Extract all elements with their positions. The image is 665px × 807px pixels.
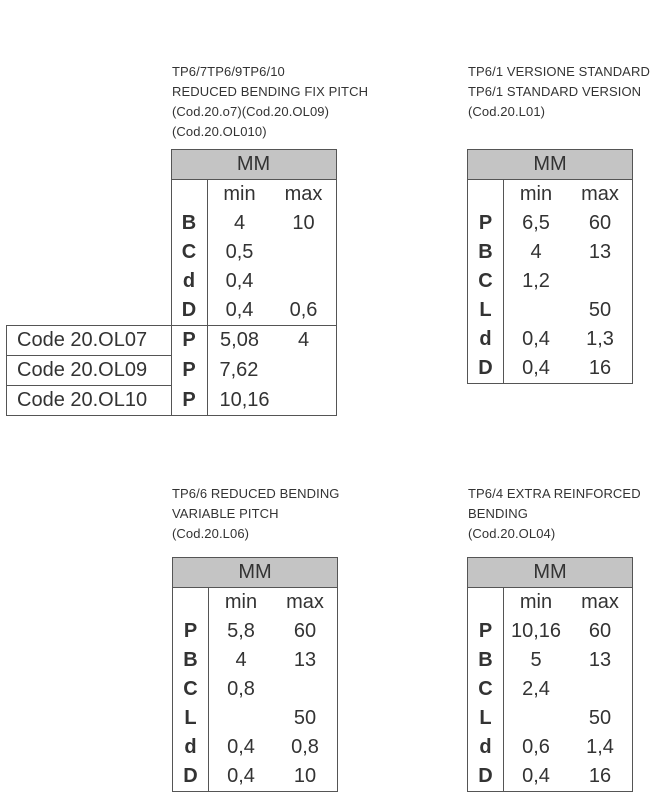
col-header-min: min [223,183,256,205]
table-row [468,296,633,325]
code-row [7,356,337,386]
code-label: Code 20.OL10 [7,386,172,416]
value-min [504,296,569,325]
value-min: 4 [235,649,247,671]
col-header-min: min [519,183,553,205]
caption-tp6-4 [468,484,641,544]
value-max: 4 [272,326,337,356]
caption-line: VARIABLE PITCH [172,506,279,521]
value-min: 0,8 [227,678,255,700]
col-header-max: max [272,180,337,210]
value-min: 0,4 [504,354,569,384]
value-max: 13 [273,646,338,675]
row-label: B [171,209,207,238]
row-label: d [173,733,209,762]
table-row [468,267,633,296]
row-label: P [468,209,504,238]
unit-header: MM [173,558,338,588]
caption-tp6-7 [172,62,368,142]
value-min: 2,4 [522,678,550,700]
row-label: P [468,617,504,646]
unit-header: MM [468,150,633,180]
value-min: 5 [530,649,542,671]
value-min: 0,6 [522,736,550,758]
row-label: C [173,675,209,704]
table-row [7,267,337,296]
spec-table-tp6-7 [6,149,337,416]
row-label: D [171,296,207,326]
value-min: 0,4 [504,762,569,792]
value-max: 60 [568,209,633,238]
table-row [173,704,338,733]
value-min: 0,4 [522,328,550,350]
code-label: Code 20.OL09 [7,356,172,386]
table-row [468,238,633,267]
table-row [468,354,633,384]
col-header-max: max [568,588,633,618]
col-header-min: min [519,591,553,613]
caption-line: REDUCED BENDING FIX PITCH [172,84,369,99]
row-label: P [171,386,207,416]
caption-line: (Cod.20.OL010) [172,124,267,139]
value-min: 5,8 [227,620,255,642]
row-label: d [468,325,504,354]
code-row [7,386,337,416]
value-min: 6,5 [522,212,550,234]
code-row [7,326,337,356]
table-row [173,617,338,646]
table-row [468,733,633,762]
value-max: 0,8 [273,733,338,762]
caption-line: (Cod.20.L01) [468,104,546,119]
caption-tp6-6 [172,484,340,544]
value-max [272,238,337,267]
value-min [504,704,569,733]
value-min: 7,62 [219,359,259,381]
spec-table-tp6-1 [467,149,633,384]
caption-line: TP6/4 EXTRA REINFORCED [468,486,641,501]
value-min: 0,5 [225,241,254,263]
value-max: 10 [273,762,338,792]
value-min: 0,4 [225,299,254,321]
caption-line: (Cod.20.OL04) [468,526,556,541]
unit-header: MM [468,558,633,588]
table-row [468,762,633,792]
value-min: 4 [233,212,246,234]
row-label: B [468,238,504,267]
value-max: 50 [568,296,633,325]
row-label: D [468,354,504,384]
table-row [468,325,633,354]
caption-tp6-1 [468,62,650,122]
value-min: 5,08 [207,326,272,356]
row-label: D [468,762,504,792]
table-row [468,617,633,646]
spec-table-tp6-4 [467,557,633,792]
value-max: 50 [273,704,338,733]
table-row [173,762,338,792]
value-max: 50 [568,704,633,733]
value-min: 10,16 [510,620,562,642]
table-row [173,646,338,675]
value-max: 60 [568,617,633,646]
caption-line: TP6/6 REDUCED BENDING [172,486,340,501]
value-max [568,675,633,704]
row-label: D [173,762,209,792]
caption-line: BENDING [468,506,528,521]
value-max: 1,4 [568,733,633,762]
value-max: 13 [568,646,633,675]
row-label: C [468,675,504,704]
caption-line: (Cod.20.L06) [172,526,250,541]
row-label: B [173,646,209,675]
row-label: P [173,617,209,646]
value-min: 0,4 [225,270,254,292]
table-row [468,209,633,238]
col-header-max: max [568,180,633,210]
caption-line: TP6/1 VERSIONE STANDARD [468,64,650,79]
row-label: L [468,296,504,325]
table-row [468,704,633,733]
value-max: 16 [568,354,633,384]
value-max: 13 [568,238,633,267]
table-row [468,675,633,704]
unit-header: MM [171,150,336,180]
value-max: 0,6 [272,296,337,326]
value-max [568,267,633,296]
table-row [173,733,338,762]
value-max: 16 [568,762,633,792]
value-min: 4 [530,241,542,263]
code-label: Code 20.OL07 [7,326,172,356]
spec-table-tp6-6 [172,557,338,792]
col-header-max: max [273,588,338,618]
value-max: 1,3 [568,325,633,354]
row-label: P [171,356,207,386]
value-min: 0,4 [227,736,255,758]
row-label: P [171,326,207,356]
value-max: 10 [272,209,337,238]
row-label: L [468,704,504,733]
table-row [7,209,337,238]
row-label: C [171,238,207,267]
col-header-min: min [224,591,258,613]
value-min: 0,4 [209,762,274,792]
caption-line: TP6/7TP6/9TP6/10 [172,64,285,79]
row-label: B [468,646,504,675]
row-label: d [468,733,504,762]
table-row [468,646,633,675]
row-label: d [171,267,207,296]
value-max [273,675,338,704]
value-min: 1,2 [522,270,550,292]
value-min: 10,16 [207,386,272,416]
value-max: 60 [273,617,338,646]
caption-line: TP6/1 STANDARD VERSION [468,84,642,99]
row-label: L [173,704,209,733]
caption-line: (Cod.20.o7)(Cod.20.OL09) [172,104,330,119]
value-max [272,267,337,296]
table-row [7,296,337,326]
value-min [209,704,274,733]
table-row [173,675,338,704]
row-label: C [468,267,504,296]
value-max [272,386,337,416]
value-max [272,356,337,386]
table-row [7,238,337,267]
